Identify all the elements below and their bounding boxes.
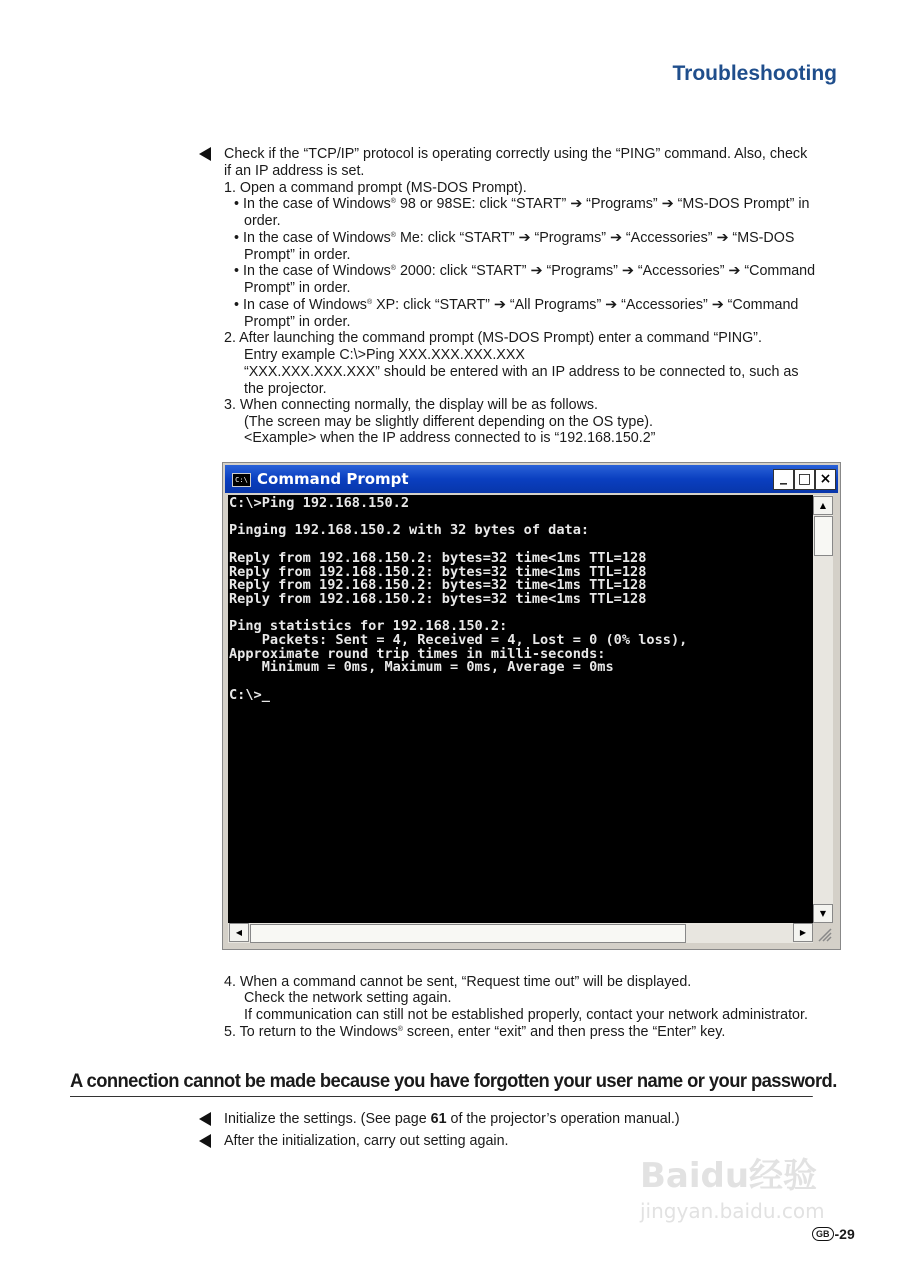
command-prompt-window xyxy=(222,462,841,950)
vertical-scrollbar[interactable] xyxy=(813,495,833,923)
scroll-right-icon[interactable]: ▶ xyxy=(793,923,813,942)
minimize-button[interactable]: _ xyxy=(773,469,794,490)
watermark-logo: Baidu经验 xyxy=(640,1156,818,1196)
section-2-item: After the initialization, carry out setting again. xyxy=(224,1133,509,1149)
step-3-text: (The screen may be slightly different depending on the OS type). xyxy=(244,414,654,430)
scroll-thumb-horizontal[interactable] xyxy=(250,924,686,943)
resize-grip-icon[interactable] xyxy=(813,923,833,943)
step-1-bullet-cont: Prompt” in order. xyxy=(244,280,351,296)
section-heading: A connection cannot be made because you have forgotten your user name or your password. xyxy=(70,1071,813,1097)
bullet-arrow-icon xyxy=(199,147,211,161)
scroll-up-icon[interactable]: ▲ xyxy=(813,496,833,515)
console-output[interactable]: C:\>Ping 192.168.150.2 Pinging 192.168.150.2 with 32 bytes of data: Reply from 192.168.150.2: bytes=32 time<1ms TTL=128 Reply from 192.168.150.2: bytes=32 time<1ms TTL=128 Reply from 192.168.150.2: bytes=32 time<1ms TTL=128 Reply from 192.168.150.2: bytes=32 time<1ms TTL=128 Ping statistics for 192.168.150.2: Packets: Sent = 4, Received = 4, Lost = 0 (0% loss), Approximate round trip times in milli-seconds: Minimum = 0ms, Maximum = 0ms, Average = 0ms C:\>_ xyxy=(228,495,813,923)
horizontal-scrollbar[interactable] xyxy=(228,923,813,943)
step-2-text: Entry example C:\>Ping XXX.XXX.XXX.XXX xyxy=(244,347,525,363)
step-1-bullet: • In case of Windows® XP: click “START” ➔ “All Programs” ➔ “Accessories” ➔ “Command xyxy=(234,297,799,313)
step-2: 2. After launching the command prompt (MS-DOS Prompt) enter a command “PING”. xyxy=(224,330,762,346)
step-5: 5. To return to the Windows® screen, enter “exit” and then press the “Enter” key. xyxy=(224,1024,726,1040)
region-badge: GB xyxy=(812,1227,834,1241)
page-number-text: -29 xyxy=(834,1226,855,1242)
step-3-text: <Example> when the IP address connected to is “192.168.150.2” xyxy=(244,430,656,446)
console-icon: C:\ xyxy=(232,473,251,487)
page-title: Troubleshooting xyxy=(672,62,837,85)
scroll-thumb[interactable] xyxy=(814,516,833,556)
close-button[interactable]: × xyxy=(815,469,836,490)
step-1-bullet-cont: Prompt” in order. xyxy=(244,247,351,263)
step-4-text: Check the network setting again. xyxy=(244,990,452,1006)
window-titlebar[interactable] xyxy=(225,465,838,493)
step-1-bullet-cont: Prompt” in order. xyxy=(244,314,351,330)
bullet-arrow-icon xyxy=(199,1134,211,1148)
step-4-text: If communication can still not be established properly, contact your network administrator. xyxy=(244,1007,808,1023)
scroll-down-icon[interactable]: ▼ xyxy=(813,904,833,923)
watermark-url: jingyan.baidu.com xyxy=(640,1199,825,1223)
step-4: 4. When a command cannot be sent, “Request time out” will be displayed. xyxy=(224,974,692,990)
step-2-text: “XXX.XXX.XXX.XXX” should be entered with an IP address to be connected to, such as xyxy=(244,364,799,380)
step-1-bullet: • In the case of Windows® Me: click “START” ➔ “Programs” ➔ “Accessories” ➔ “MS-DOS xyxy=(234,230,795,246)
step-1-bullet: • In the case of Windows® 2000: click “START” ➔ “Programs” ➔ “Accessories” ➔ “Command xyxy=(234,263,816,279)
step-1: 1. Open a command prompt (MS-DOS Prompt). xyxy=(224,180,527,196)
intro-text: if an IP address is set. xyxy=(224,163,365,179)
step-3: 3. When connecting normally, the display will be as follows. xyxy=(224,397,599,413)
step-2-text: the projector. xyxy=(244,381,327,397)
step-1-bullet: • In the case of Windows® 98 or 98SE: click “START” ➔ “Programs” ➔ “MS-DOS Prompt” in xyxy=(234,196,810,212)
window-title: Command Prompt xyxy=(257,470,409,488)
baidu-watermark xyxy=(640,1148,825,1223)
page-number xyxy=(812,1226,855,1242)
scroll-left-icon[interactable]: ◀ xyxy=(229,923,249,942)
step-1-bullet-cont: order. xyxy=(244,213,281,229)
bullet-arrow-icon xyxy=(199,1112,211,1126)
maximize-button[interactable]: □ xyxy=(794,469,815,490)
section-2-item: Initialize the settings. (See page 61 of the projector’s operation manual.) xyxy=(224,1111,680,1127)
intro-text: Check if the “TCP/IP” protocol is operating correctly using the “PING” command. Also, check xyxy=(224,146,808,162)
